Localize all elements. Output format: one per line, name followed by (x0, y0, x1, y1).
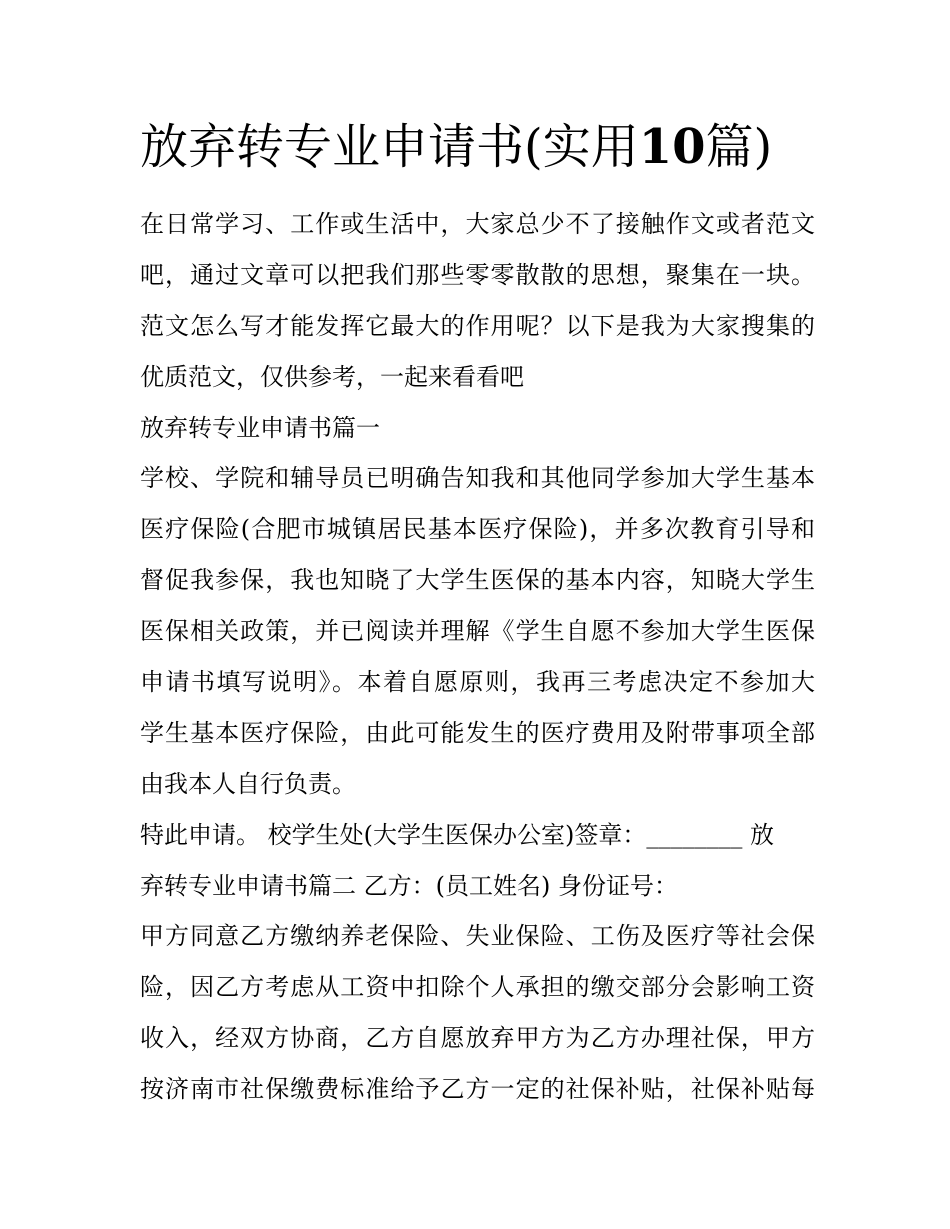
body-line: 特此申请。 校学生处(大学生医保办公室)签章：________ 放 (140, 820, 774, 849)
body-line: 优质范文，仅供参考，一起来看看吧 (140, 362, 524, 391)
title-prefix: 放弃转专业申请书(实用 (140, 119, 639, 175)
body-line: 学生基本医疗保险，由此可能发生的医疗费用及附带事项全部 (140, 718, 815, 747)
title-number: 10 (638, 119, 706, 175)
body-line: 督促我参保，我也知晓了大学生医保的基本内容，知晓大学生 (140, 566, 815, 595)
body-line: 甲方同意乙方缴纳养老保险、失业保险、工伤及医疗等社会保 (140, 922, 815, 951)
body-line: 按济南市社保缴费标准给予乙方一定的社保补贴，社保补贴每 (140, 1075, 815, 1104)
body-line: 弃转专业申请书篇二 乙方：(员工姓名) 身份证号： (140, 871, 678, 900)
title-suffix: 篇) (705, 119, 773, 175)
body-line: 吧，通过文章可以把我们那些零零散散的思想，聚集在一块。 (140, 260, 815, 289)
body-line: 险，因乙方考虑从工资中扣除个人承担的缴交部分会影响工资 (140, 973, 815, 1002)
body-line: 学校、学院和辅导员已明确告知我和其他同学参加大学生基本 (140, 464, 815, 493)
body-line: 收入，经双方协商，乙方自愿放弃甲方为乙方办理社保，甲方 (140, 1024, 815, 1053)
body-line: 医保相关政策，并已阅读并理解《学生自愿不参加大学生医保 (140, 617, 815, 646)
body-line: 范文怎么写才能发挥它最大的作用呢？以下是我为大家搜集的 (140, 311, 815, 340)
body-line: 由我本人自行负责。 (140, 769, 356, 798)
body-line: 申请书填写说明》。本着自愿原则，我再三考虑决定不参加大 (140, 668, 815, 697)
body-line: 在日常学习、工作或生活中，大家总少不了接触作文或者范文 (140, 210, 815, 238)
document-body (140, 199, 815, 1115)
section-heading-1: 放弃转专业申请书篇一 (140, 413, 380, 442)
document-title (140, 116, 840, 178)
body-line: 医疗保险(合肥市城镇居民基本医疗保险)，并多次教育引导和 (140, 515, 815, 544)
